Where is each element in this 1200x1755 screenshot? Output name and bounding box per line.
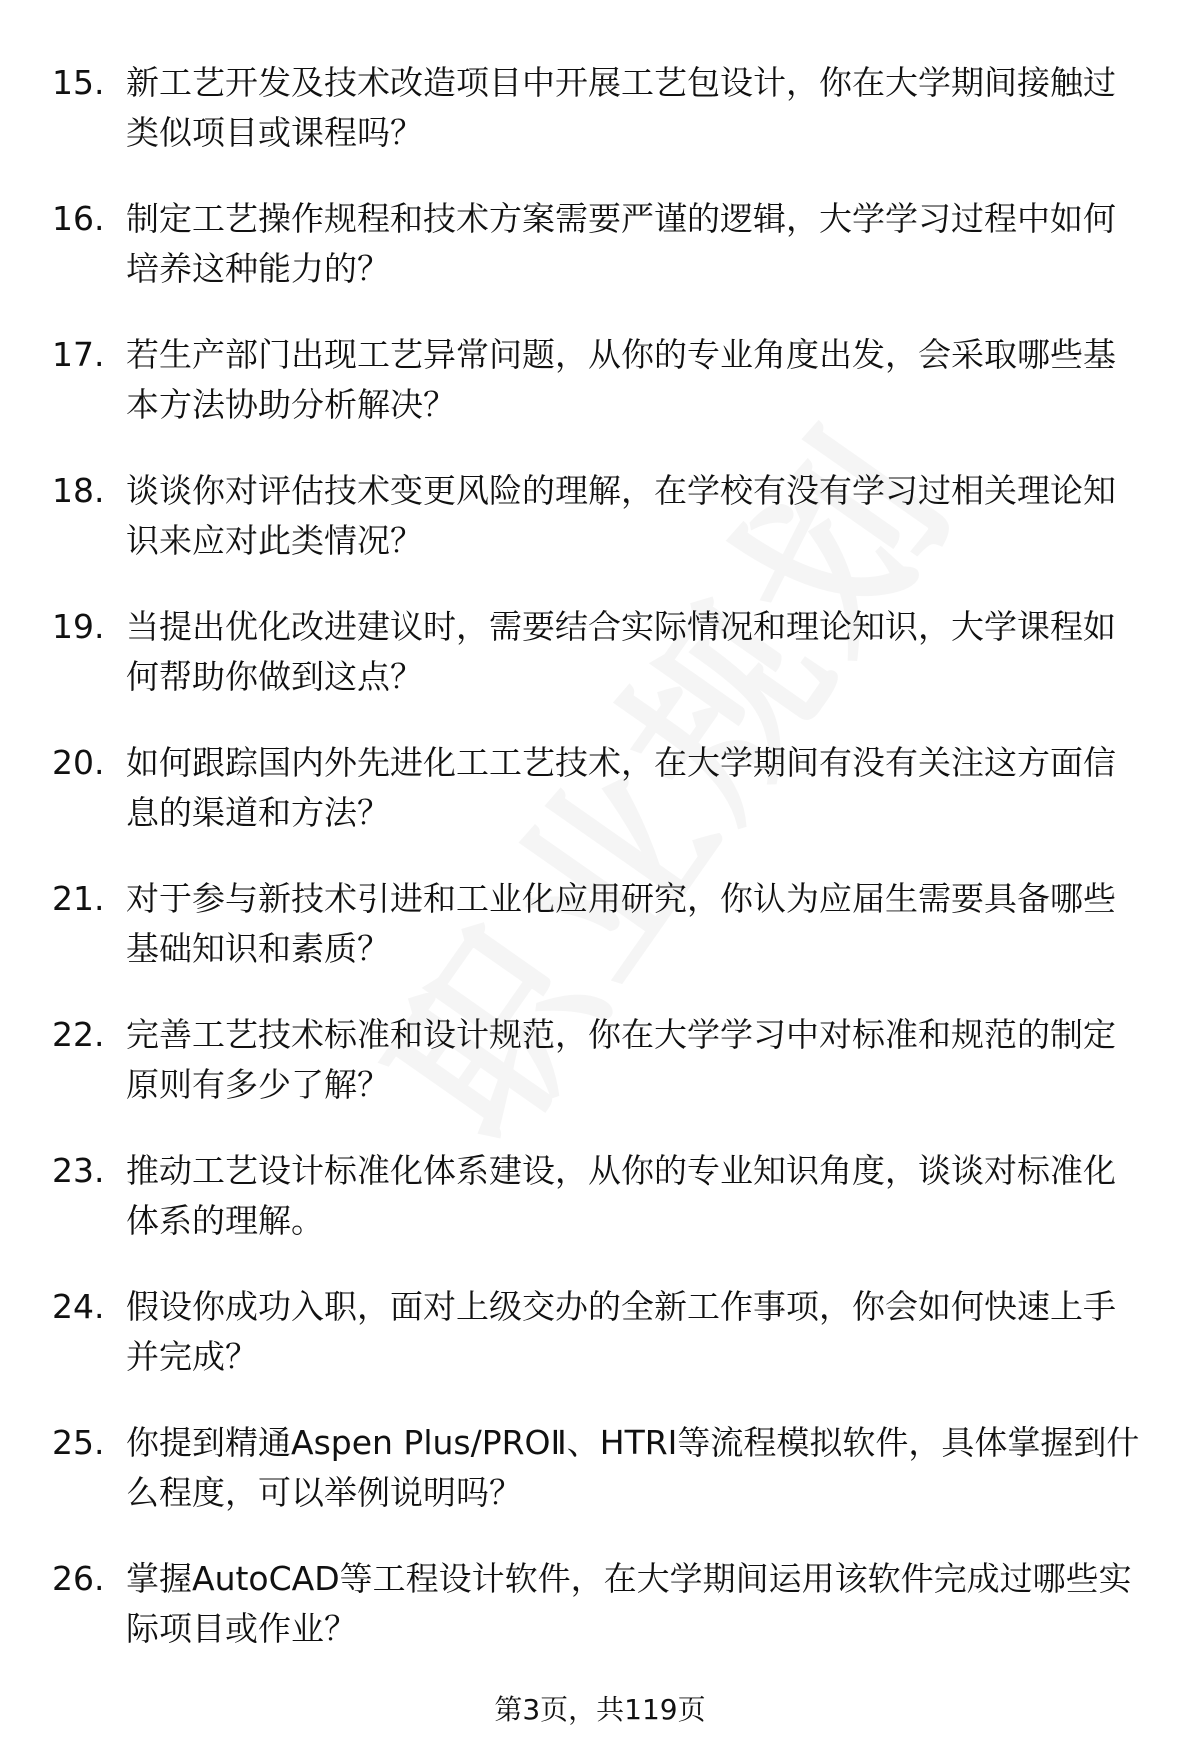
question-item <box>0 1418 1200 1554</box>
question-item <box>0 58 1200 194</box>
question-item <box>0 466 1200 602</box>
question-number: 18. <box>52 471 105 510</box>
question-item <box>0 194 1200 330</box>
question-text: 推动工艺设计标准化体系建设，从你的专业知识角度，谈谈对标准化体系的理解。 <box>126 1151 1116 1240</box>
question-text: 假设你成功入职，面对上级交办的全新工作事项，你会如何快速上手并完成？ <box>126 1287 1116 1376</box>
question-item <box>0 738 1200 874</box>
question-number: 23. <box>52 1151 105 1190</box>
question-number: 20. <box>52 743 105 782</box>
question-text: 如何跟踪国内外先进化工工艺技术，在大学期间有没有关注这方面信息的渠道和方法？ <box>126 743 1116 832</box>
question-item <box>0 330 1200 466</box>
question-text: 若生产部门出现工艺异常问题，从你的专业角度出发，会采取哪些基本方法协助分析解决？ <box>126 335 1116 424</box>
question-number: 24. <box>52 1287 105 1326</box>
question-number: 16. <box>52 199 105 238</box>
question-item <box>0 1146 1200 1282</box>
question-number: 19. <box>52 607 105 646</box>
question-text: 对于参与新技术引进和工业化应用研究，你认为应届生需要具备哪些基础知识和素质？ <box>126 879 1116 968</box>
question-number: 22. <box>52 1015 105 1054</box>
question-number: 21. <box>52 879 105 918</box>
question-number: 15. <box>52 63 105 102</box>
question-number: 25. <box>52 1423 105 1462</box>
question-item <box>0 1554 1200 1690</box>
question-text: 你提到精通Aspen Plus/PROⅡ、HTRI等流程模拟软件，具体掌握到什么程度，可以举例说明吗？ <box>126 1423 1140 1512</box>
question-item <box>0 602 1200 738</box>
question-text: 谈谈你对评估技术变更风险的理解，在学校有没有学习过相关理论知识来应对此类情况？ <box>126 471 1116 560</box>
question-number: 26. <box>52 1559 105 1598</box>
question-item <box>0 1010 1200 1146</box>
question-list <box>0 58 1200 1690</box>
question-text: 掌握AutoCAD等工程设计软件，在大学期间运用该软件完成过哪些实际项目或作业？ <box>126 1559 1132 1648</box>
question-item <box>0 874 1200 1010</box>
question-text: 完善工艺技术标准和设计规范，你在大学学习中对标准和规范的制定原则有多少了解？ <box>126 1015 1116 1104</box>
question-number: 17. <box>52 335 105 374</box>
question-text: 当提出优化改进建议时，需要结合实际情况和理论知识，大学课程如何帮助你做到这点？ <box>126 607 1116 696</box>
question-item <box>0 1282 1200 1418</box>
page-number-footer: 第3页，共119页 <box>494 1693 706 1726</box>
question-text: 新工艺开发及技术改造项目中开展工艺包设计，你在大学期间接触过类似项目或课程吗？ <box>126 63 1116 152</box>
question-text: 制定工艺操作规程和技术方案需要严谨的逻辑，大学学习过程中如何培养这种能力的？ <box>126 199 1116 288</box>
